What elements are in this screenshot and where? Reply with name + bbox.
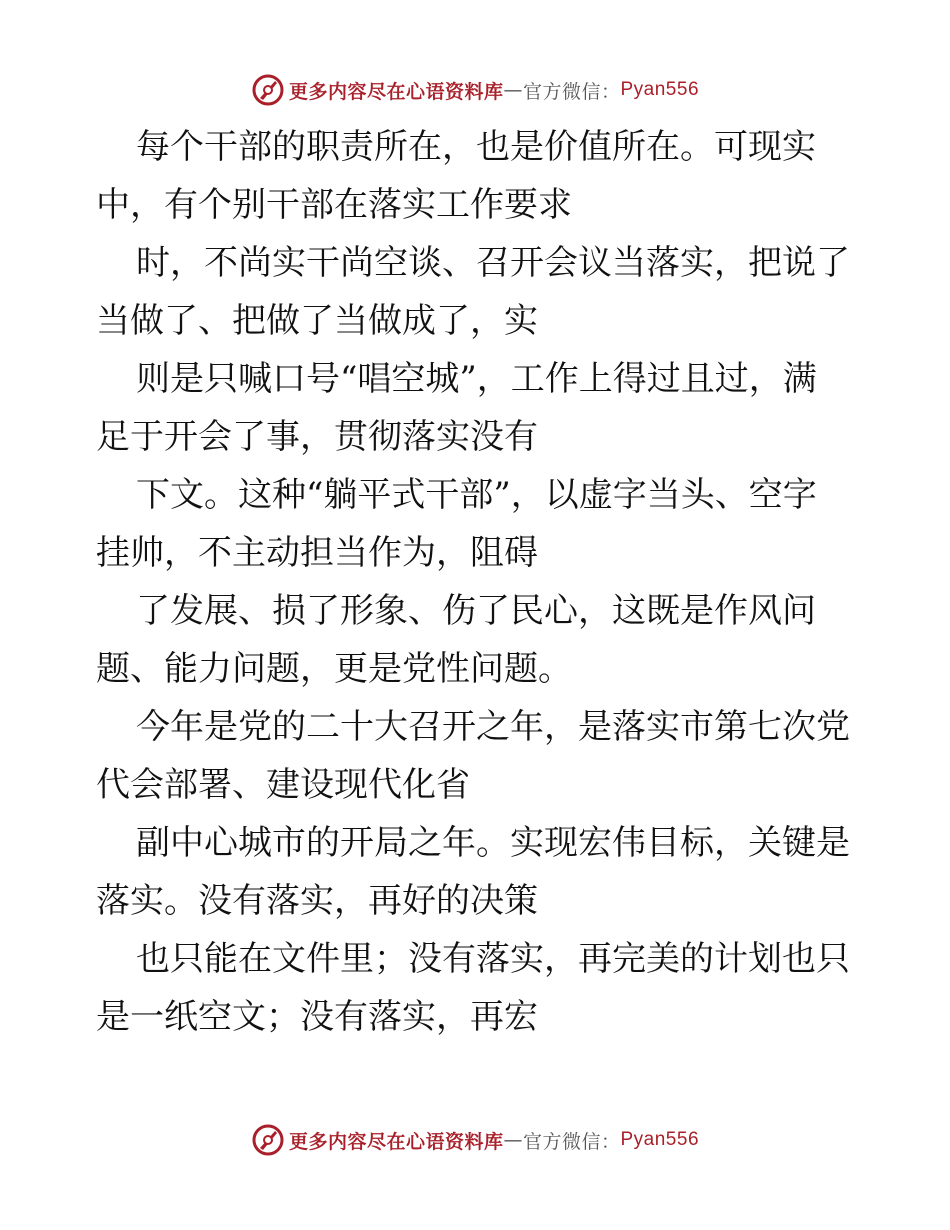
paragraph-line: 是一纸空文；没有落实，再宏 xyxy=(96,997,538,1037)
banner-wechat-id: Pyan556 xyxy=(620,1129,700,1150)
paragraph-line: 今年是党的二十大召开之年，是落实市第七次党 xyxy=(136,707,850,747)
quill-logo-icon xyxy=(251,1123,285,1157)
paragraph-line: 代会部署、建设现代化省 xyxy=(96,765,470,805)
banner-site-name: 更多内容尽在心语资料库 xyxy=(288,1130,504,1153)
paragraph-line: 落实。没有落实，再好的决策 xyxy=(96,881,538,921)
paragraph-line: 了发展、损了形象、伤了民心，这既是作风问 xyxy=(136,591,816,631)
paragraph-line: 中，有个别干部在落实工作要求 xyxy=(96,185,572,225)
paragraph-line: 题、能力问题，更是党性问题。 xyxy=(96,649,572,689)
body-text xyxy=(96,118,856,1046)
quill-logo-icon xyxy=(251,73,285,107)
paragraph-line: 当做了、把做了当做成了，实 xyxy=(96,301,538,341)
banner-separator: — xyxy=(503,1129,523,1151)
paragraph-line: 时，不尚实干尚空谈、召开会议当落实，把说了 xyxy=(136,243,850,283)
paragraph-line: 也只能在文件里；没有落实，再完美的计划也只 xyxy=(136,939,850,979)
paragraph-line: 则是只喊口号“唱空城”，工作上得过且过，满 xyxy=(136,359,817,399)
paragraph-line: 副中心城市的开局之年。实现宏伟目标，关键是 xyxy=(136,823,850,863)
footer-banner xyxy=(0,1120,950,1160)
header-banner xyxy=(0,70,950,110)
banner-wechat-label: 官方微信： xyxy=(522,80,621,103)
paragraph-line: 挂帅，不主动担当作为，阻碍 xyxy=(96,533,538,573)
banner-wechat-id: Pyan556 xyxy=(620,79,700,100)
banner-site-name: 更多内容尽在心语资料库 xyxy=(288,80,504,103)
paragraph-line: 每个干部的职责所在，也是价值所在。可现实 xyxy=(136,127,816,167)
banner-separator: — xyxy=(503,79,523,101)
banner-wechat-label: 官方微信： xyxy=(522,1130,621,1153)
paragraph-line: 下文。这种“躺平式干部”，以虚字当头、空字 xyxy=(136,475,817,515)
paragraph-line: 足于开会了事，贯彻落实没有 xyxy=(96,417,538,457)
